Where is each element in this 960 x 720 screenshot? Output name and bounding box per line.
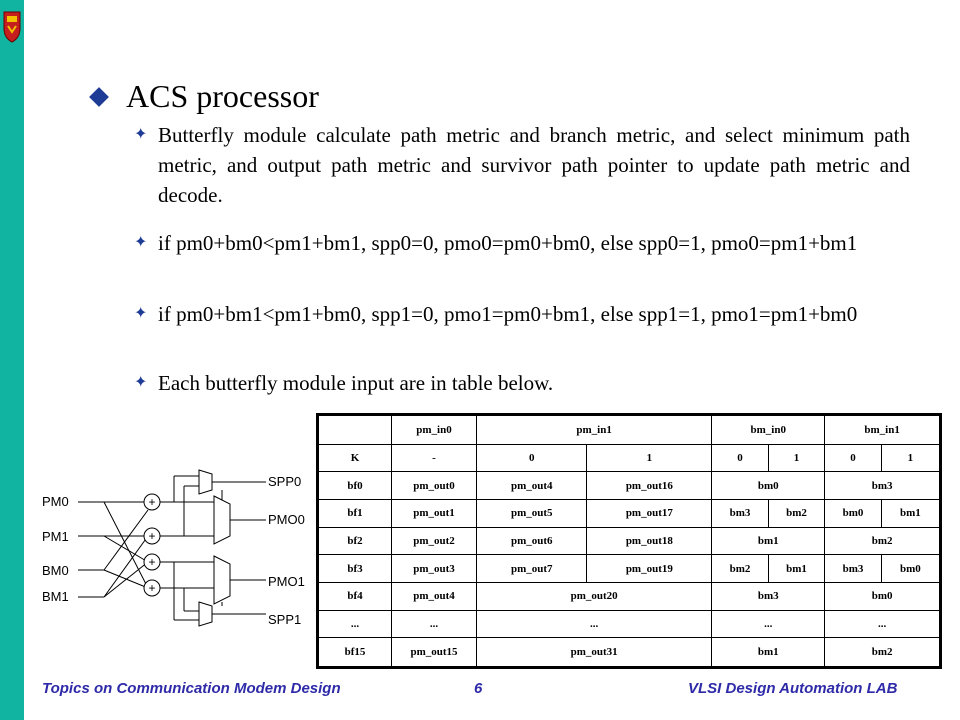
star-bullet-icon: ✦ (134, 126, 148, 143)
adder-symbol: + (148, 581, 156, 595)
table-header-cell: bm_in0 (712, 415, 825, 445)
bullet-item (134, 228, 910, 258)
table-cell: bm2 (768, 500, 825, 528)
table-header-cell: bm_in1 (825, 415, 941, 445)
table-row (318, 638, 941, 668)
table-cell: pm_out6 (477, 527, 587, 555)
table-cell: bm1 (881, 500, 940, 528)
table-cell: bm2 (825, 527, 941, 555)
table-cell: pm_out7 (477, 555, 587, 583)
star-bullet-icon: ✦ (134, 374, 148, 391)
table-cell: pm_out4 (477, 472, 587, 500)
table-cell: bf2 (318, 527, 392, 555)
table-cell: ... (712, 610, 825, 638)
adder-symbol: + (148, 495, 156, 509)
footer-course-title: Topics on Communication Modem Design (42, 680, 341, 697)
table-cell: 0 (825, 444, 882, 472)
table-cell: pm_out0 (392, 472, 477, 500)
table-header-row (318, 415, 941, 445)
table-cell: pm_out17 (587, 500, 712, 528)
output-label-spp0: SPP0 (268, 474, 302, 489)
table-row (318, 500, 941, 528)
table-cell: pm_out31 (477, 638, 712, 668)
table-cell: 0 (712, 444, 769, 472)
table-row (318, 582, 941, 610)
output-label-pmo0: PMO0 (268, 512, 305, 527)
table-cell: pm_out3 (392, 555, 477, 583)
table-cell: pm_out18 (587, 527, 712, 555)
table-cell: pm_out1 (392, 500, 477, 528)
table-cell: bf1 (318, 500, 392, 528)
table-cell: 1 (768, 444, 825, 472)
diamond-bullet-icon (89, 87, 109, 107)
table-cell: pm_out15 (392, 638, 477, 668)
slide-heading (86, 78, 319, 115)
table-cell: pm_out20 (477, 582, 712, 610)
table-row (318, 472, 941, 500)
table-cell: bm3 (712, 582, 825, 610)
table-cell: bm3 (825, 472, 941, 500)
table-cell: pm_out19 (587, 555, 712, 583)
input-label-bm1: BM1 (42, 589, 69, 604)
table-cell: 1 (587, 444, 712, 472)
adder-symbol: + (148, 555, 156, 569)
table-cell: bm1 (712, 638, 825, 668)
table-cell: 1 (881, 444, 940, 472)
table-cell: pm_out5 (477, 500, 587, 528)
bullet-text: Each butterfly module input are in table below. (158, 371, 554, 395)
table-cell: bm0 (825, 500, 882, 528)
table-header-cell: pm_in1 (477, 415, 712, 445)
table-cell: bf3 (318, 555, 392, 583)
footer-page-number: 6 (474, 680, 483, 697)
bullet-item (134, 368, 910, 398)
table-cell: bm2 (712, 555, 769, 583)
university-logo-icon (2, 8, 22, 44)
bullet-item (134, 120, 910, 210)
output-label-pmo1: PMO1 (268, 574, 305, 589)
butterfly-input-table (316, 413, 942, 669)
table-cell: bf4 (318, 582, 392, 610)
table-cell: ... (477, 610, 712, 638)
table-cell: bm0 (825, 582, 941, 610)
bullet-text: Butterfly module calculate path metric and branch metric, and select minimum path metric, and output path metric and survivor path pointer to update path metric and decode. (158, 123, 910, 207)
table-cell: bm0 (881, 555, 940, 583)
table-subheader-row (318, 444, 941, 472)
table-cell: 0 (477, 444, 587, 472)
table-cell: bf15 (318, 638, 392, 668)
table-cell: pm_out16 (587, 472, 712, 500)
table-cell: ... (392, 610, 477, 638)
bullet-text: if pm0+bm1<pm1+bm0, spp1=0, pmo1=pm0+bm1, else spp1=1, pmo1=pm1+bm0 (158, 302, 858, 326)
table-header-cell: pm_in0 (392, 415, 477, 445)
footer-lab-name: VLSI Design Automation LAB (688, 680, 898, 697)
table-cell: pm_out4 (392, 582, 477, 610)
table-cell: - (392, 444, 477, 472)
table-cell: pm_out2 (392, 527, 477, 555)
input-label-pm1: PM1 (42, 529, 69, 544)
left-accent-bar (0, 0, 24, 720)
input-label-bm0: BM0 (42, 563, 69, 578)
table-row (318, 555, 941, 583)
table-cell (318, 415, 392, 445)
table-cell: bm1 (768, 555, 825, 583)
adder-symbol: + (148, 529, 156, 543)
input-label-pm0: PM0 (42, 494, 69, 509)
table-cell: bm3 (712, 500, 769, 528)
slide-title: ACS processor (126, 78, 319, 114)
table-cell: bm0 (712, 472, 825, 500)
table-cell: ... (825, 610, 941, 638)
table-cell: K (318, 444, 392, 472)
table-cell: bm3 (825, 555, 882, 583)
output-label-spp1: SPP1 (268, 612, 302, 627)
table-cell: ... (318, 610, 392, 638)
star-bullet-icon: ✦ (134, 305, 148, 322)
table-cell: bf0 (318, 472, 392, 500)
table-cell: bm2 (825, 638, 941, 668)
table-row (318, 610, 941, 638)
bullet-item (134, 299, 910, 329)
bullet-text: if pm0+bm0<pm1+bm1, spp0=0, pmo0=pm0+bm0, else spp0=1, pmo0=pm1+bm1 (158, 231, 858, 255)
star-bullet-icon: ✦ (134, 234, 148, 251)
table-row (318, 527, 941, 555)
table-cell: bm1 (712, 527, 825, 555)
butterfly-module-diagram (34, 456, 322, 646)
